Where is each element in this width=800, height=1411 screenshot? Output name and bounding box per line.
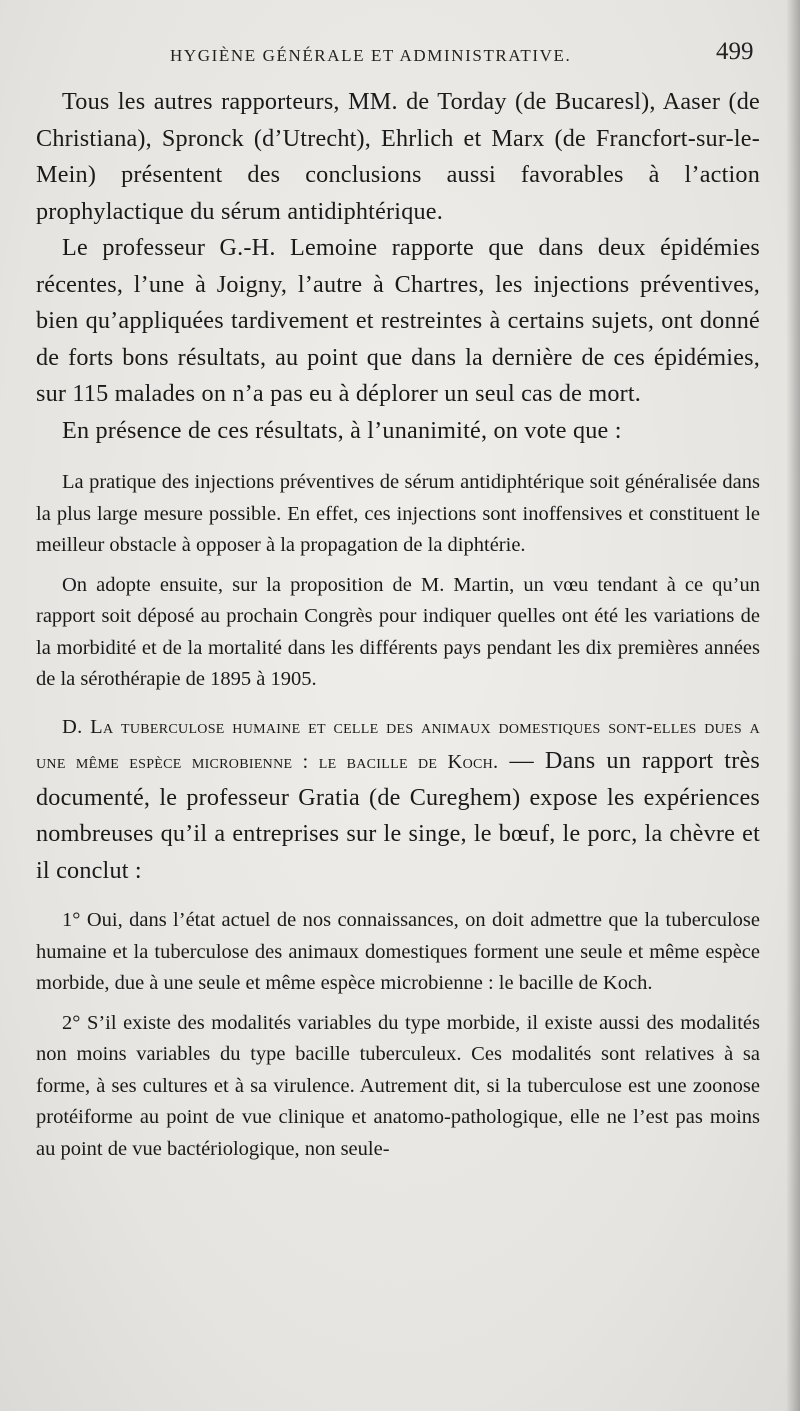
page-body xyxy=(36,84,760,1165)
paragraph-rapporteurs: Tous les autres rapporteurs, MM. de Torday (de Bucaresl), Aaser (de Christiana), Spronck (d’Utrecht), Ehrlich et Marx (de Francfort-sur-le-Mein) présentent des conclusions aussi favorables à l’action prophylactique du sérum antidiphtérique. xyxy=(36,88,760,225)
conclusion-point-2: 2° S’il existe des modalités variables du type morbide, il existe aussi des modalités non moins variables du type bacille tuberculeux. Ces modalités sont relatives à sa forme, à ses cultures et à sa virulence. Autrement dit, si la tuberculose est une zoonose protéiforme au point de vue clinique et anatomo-pathologique, elle ne l’est pas moins au point de vue bactériologique, non seule- xyxy=(36,1011,760,1160)
paragraph-martin-proposal: On adopte ensuite, sur la proposition de M. Martin, un vœu tendant à ce qu’un rapport soit déposé au prochain Congrès pour indiquer quelles ont été les variations de la morbidité et de la mortalité dans les différents pays pendant les dix premières années de la sérothérapie de 1895 à 1905. xyxy=(36,573,760,690)
paragraph-vote-intro: En présence de ces résultats, à l’unanimité, on vote que : xyxy=(62,416,622,444)
running-head: HYGIÈNE GÉNÉRALE ET ADMINISTRATIVE. xyxy=(170,46,572,65)
page-gutter-shadow xyxy=(786,0,800,1411)
section-heading: D. La tuberculose humaine et celle des animaux domestiques sont-elles dues a une même espèce microbienne : le bacille de Koch. xyxy=(36,715,760,773)
section-d xyxy=(36,712,760,890)
paragraph-lemoine: Le professeur G.-H. Lemoine rapporte que dans deux épidémies récentes, l’une à Joigny, l’autre à Chartres, les injections préventives, bien qu’appliquées tardivement et restreintes à certains sujets, ont donné de forts bons résultats, au point que dans la dernière de ces épidémies, sur 115 malades on n’a pas eu à déplorer un seul cas de mort. xyxy=(36,234,760,407)
section-body: — Dans un rapport très documenté, le professeur Gratia (de Cureghem) expose les expériences nombreuses qu’il a entreprises sur le singe, le bœuf, le porc, la chèvre et il conclut : xyxy=(36,747,760,884)
page-header xyxy=(0,38,800,68)
conclusion-point-1: 1° Oui, dans l’état actuel de nos connaissances, on doit admettre que la tuberculose humaine et la tuberculose des animaux domestiques forment une seule et même espèce morbide, due à une seule et même espèce microbienne : le bacille de Koch. xyxy=(36,909,760,994)
page-number: 499 xyxy=(716,38,754,65)
paragraph-vote-resolution: La pratique des injections préventives de sérum antidiphtérique soit généralisée dans la plus large mesure possible. En effet, ces injections sont inoffensives et constituent le meilleur obstacle à opposer à la propagation de la diphtérie. xyxy=(36,471,760,556)
